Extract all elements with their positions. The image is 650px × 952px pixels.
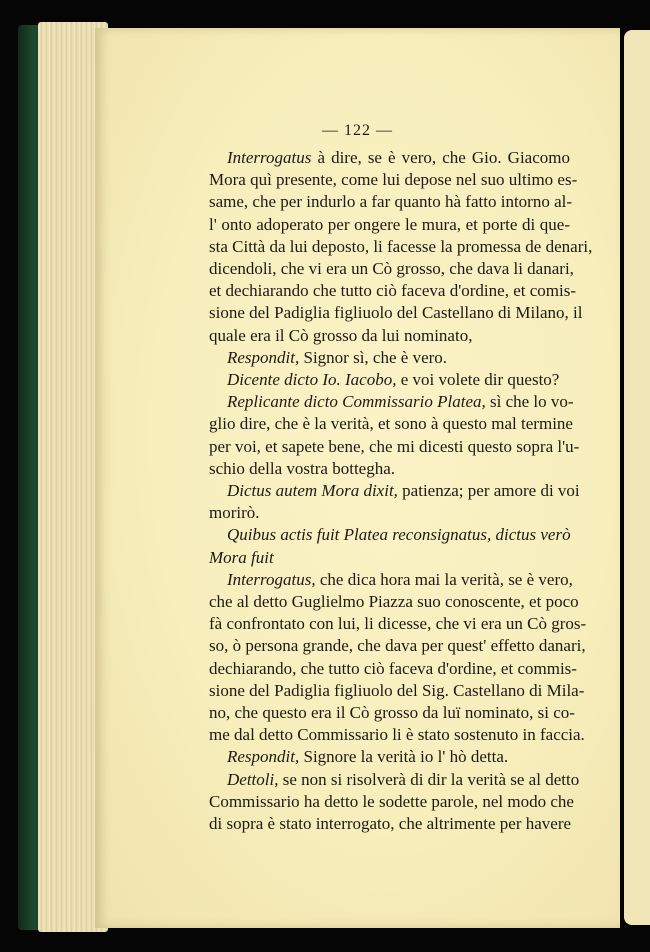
- text-line: Dettoli, se non si risolverà di dir la verità se al detto: [227, 769, 580, 789]
- text-line: et dechiarando che tutto ciò faceva d'ordine, et comis-: [209, 281, 576, 301]
- text-line: glio dire, che è la verità, et sono à questo mal termine: [209, 414, 573, 434]
- text-line: fà confrontato con lui, li dicesse, che vi era un Cò gros-: [209, 614, 587, 634]
- text-line: dechiarando, che tutto ciò faceva d'ordine, et commis-: [209, 658, 577, 678]
- text-line: dicendoli, che vi era un Cò grosso, che dava li danari,: [209, 259, 574, 279]
- text-line: Interrogatus, che dica hora mai la verità, se è vero,: [227, 569, 573, 589]
- text-line: sta Città da lui deposto, li facesse la promessa de denari,: [209, 236, 593, 256]
- text-line: same, che per indurlo a far quanto hà fatto intorno al-: [209, 192, 573, 212]
- text-line: schio della vostra bottegha.: [209, 458, 396, 478]
- text-line: Dictus autem Mora dixit, patienza; per amore di voi: [227, 481, 580, 501]
- text-line: quale era il Cò grosso da lui nominato,: [209, 325, 473, 345]
- text-line: per voi, et sapete bene, che mi dicesti questo sopra l'u-: [209, 436, 580, 456]
- text-line: Respondit, Signore la verità io l' hò detta.: [227, 747, 509, 767]
- text-line: no, che questo era il Cò grosso da luï nominato, si co-: [209, 703, 575, 723]
- text-line: me dal detto Commissario li è stato sostenuto in faccia.: [209, 725, 585, 745]
- text-line: so, ò persona grande, che dava per quest' effetto danari,: [209, 636, 586, 656]
- page-number: — 122 —: [322, 122, 393, 139]
- text-line: Interrogatus à dire, se è vero, che Gio. Giacomo: [227, 148, 570, 167]
- facing-page-edge: [624, 30, 650, 925]
- page-text: [209, 147, 593, 835]
- text-line: morirò.: [209, 503, 260, 523]
- text-line: Mora fuit: [209, 547, 274, 567]
- text-line: Commissario ha detto le sodette parole, nel modo che: [209, 791, 574, 811]
- text-line: Replicante dicto Commissario Platea, sì che lo vo-: [227, 392, 574, 412]
- text-line: Mora quì presente, come lui depose nel suo ultimo es-: [209, 170, 578, 190]
- text-line: Dicente dicto Io. Iacobo, e voi volete dir questo?: [227, 370, 560, 390]
- text-line: sione del Padiglia figliuolo del Castellano di Milano, il: [209, 303, 583, 323]
- text-line: Quibus actis fuit Platea reconsignatus, dictus verò: [227, 525, 571, 545]
- text-line: di sopra è stato interrogato, che altrimente per havere: [209, 814, 572, 834]
- text-line: l' onto adoperato per ongere le mura, et porte di que-: [209, 214, 570, 234]
- text-line: sione del Padiglia figliuolo del Sig. Castellano di Mila-: [209, 680, 585, 700]
- text-line: Respondit, Signor sì, che è vero.: [227, 347, 448, 367]
- text-line: che al detto Guglielmo Piazza suo conoscente, et poco: [209, 592, 579, 612]
